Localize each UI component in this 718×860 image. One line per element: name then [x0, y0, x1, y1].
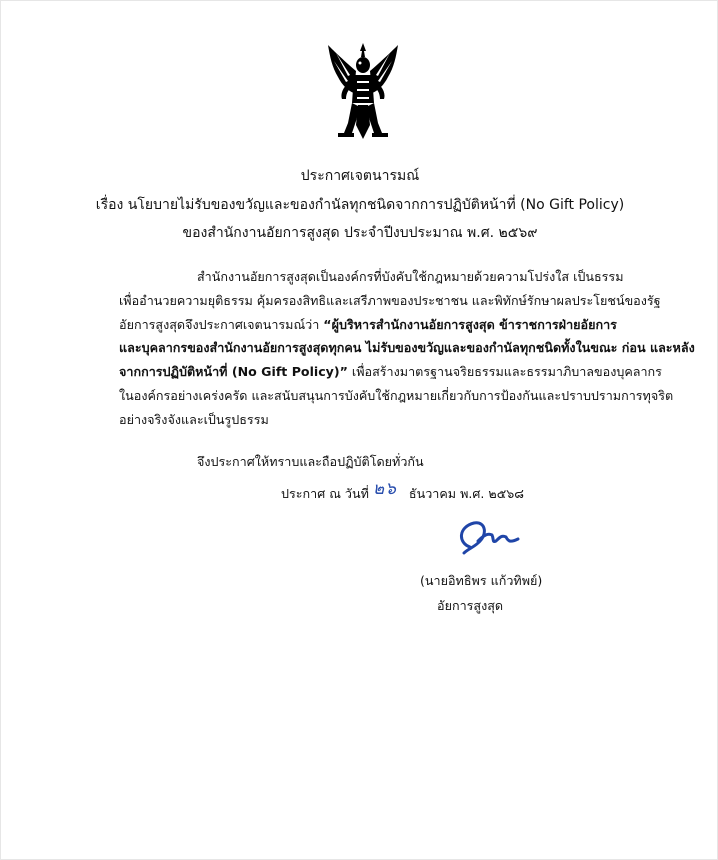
signatory-name: (นายอิทธิพร แก้วทิพย์) — [420, 573, 543, 588]
body-line — [119, 360, 662, 384]
announcement-body — [119, 265, 695, 432]
body-text: อัยการสูงสุดจึงประกาศเจตนารมณ์ว่า — [119, 316, 324, 332]
signature-image — [448, 513, 528, 563]
announcement-org-year: ของสำนักงานอัยการสูงสุด ประจำปีงบประมาณ พ.ศ. ๒๕๖๙ — [182, 225, 538, 241]
body-bold-text: และบุคลากรของสำนักงานอัยการสูงสุดทุกคน ไม่รับของขวัญและของกำนัลทุกชนิดทั้งในขณะ ก่อน และหลัง — [119, 340, 695, 356]
closing-line: จึงประกาศให้ทราบและถือปฏิบัติโดยทั่วกัน — [197, 454, 424, 469]
signatory-position: อัยการสูงสุด — [437, 598, 504, 613]
body-line: อย่างจริงจังและเป็นรูปธรรม — [119, 411, 269, 427]
body-text: เพื่อสร้างมาตรฐานจริยธรรมและธรรมาภิบาลของบุคลากร — [347, 364, 662, 380]
date-rest: ธันวาคม พ.ศ. ๒๕๖๘ — [408, 486, 524, 501]
body-line: ในองค์กรอย่างเคร่งครัด และสนับสนุนการบังคับใช้กฎหมายเกี่ยวกับการป้องกันและปราบปรามการทุจริต — [119, 387, 674, 403]
body-line — [119, 336, 695, 360]
body-bold-text: “ผู้บริหารสำนักงานอัยการสูงสุด ข้าราชการฝ่ายอัยการ — [323, 316, 617, 332]
handwritten-day: ๒๖ — [372, 479, 397, 499]
date-line — [281, 479, 524, 506]
body-line: เพื่ออำนวยความยุติธรรม คุ้มครองสิทธิและเสรีภาพของประชาชน และพิทักษ์รักษาผลประโยชน์ของรัฐ — [119, 292, 661, 308]
garuda-emblem-icon — [324, 41, 402, 145]
body-line: สำนักงานอัยการสูงสุดเป็นองค์กรที่บังคับใช้กฎหมายด้วยความโปร่งใส เป็นธรรม — [197, 269, 624, 284]
announcement-title: ประกาศเจตนารมณ์ — [300, 168, 420, 184]
announcement-subject: เรื่อง นโยบายไม่รับของขวัญและของกำนัลทุกชนิดจากการปฏิบัติหน้าที่ (No Gift Policy) — [95, 197, 625, 213]
body-bold-text: จากการปฏิบัติหน้าที่ (No Gift Policy)” — [119, 364, 348, 380]
body-line — [119, 313, 639, 337]
date-prefix: ประกาศ ณ วันที่ — [281, 486, 369, 501]
